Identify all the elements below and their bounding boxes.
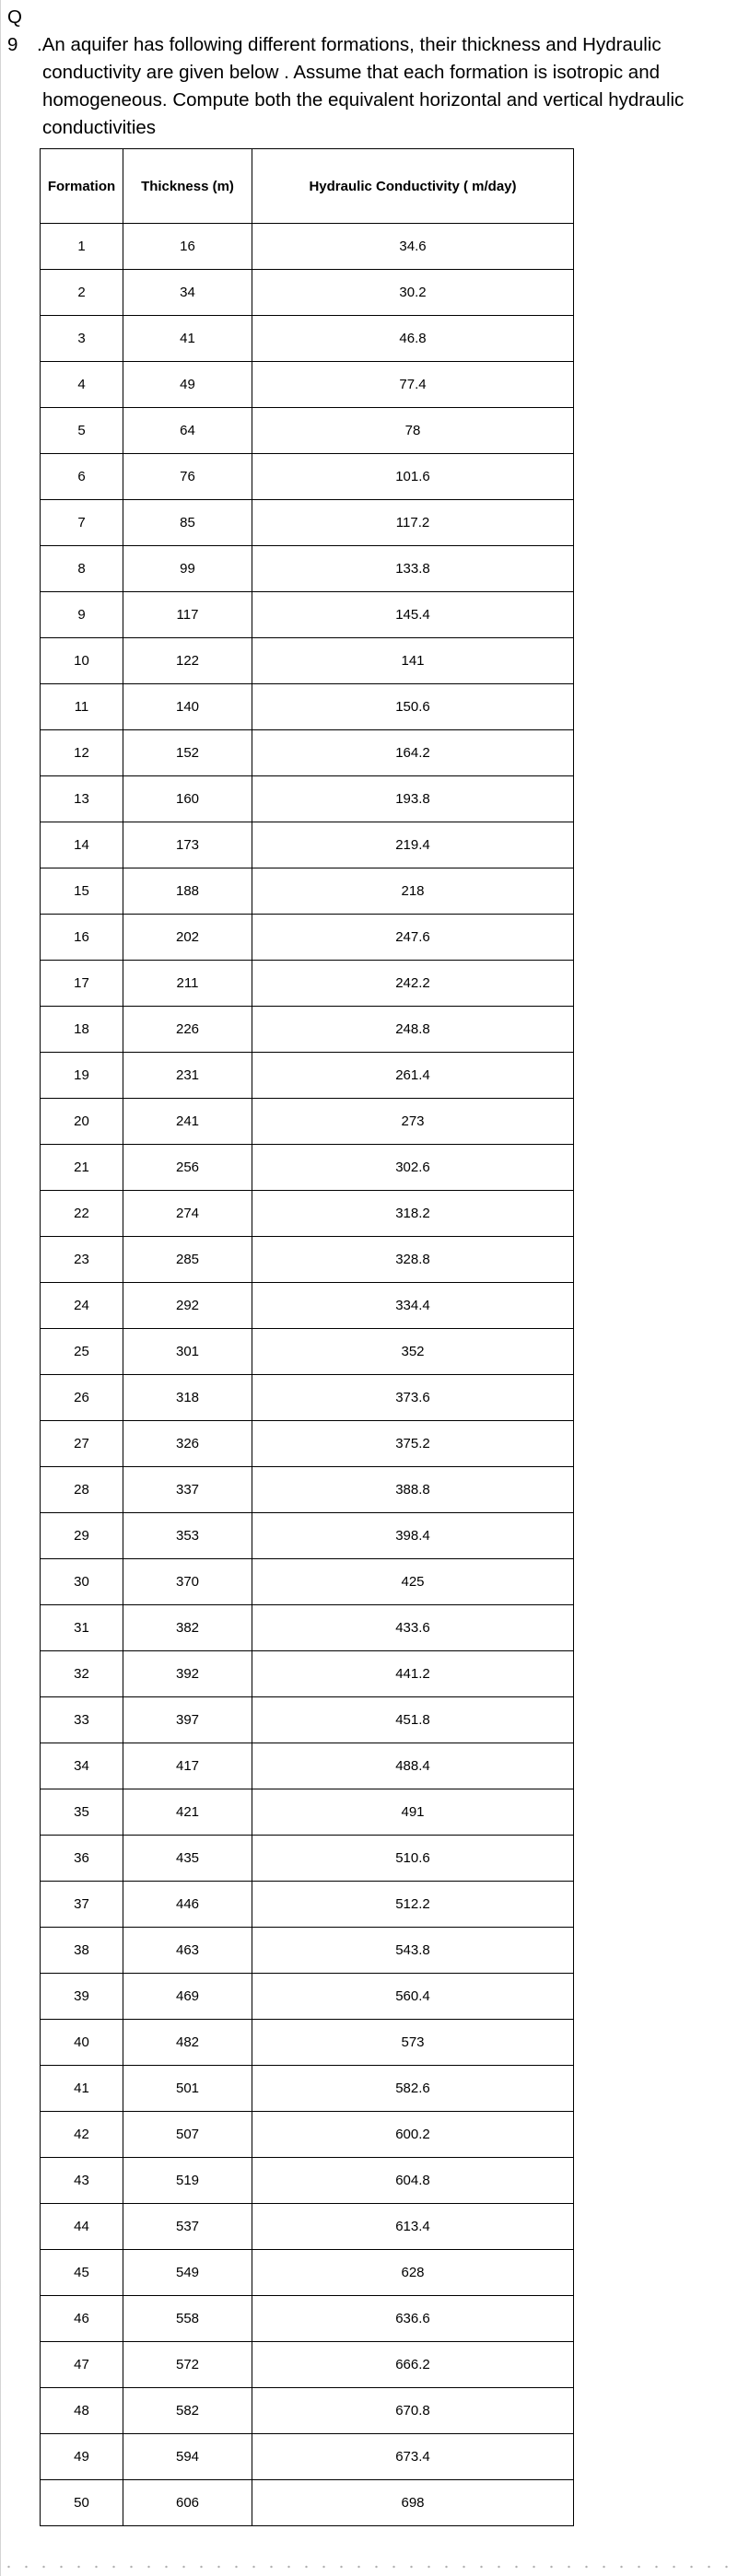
cell-formation: 4 <box>41 362 123 408</box>
cell-conductivity: 560.4 <box>252 1974 574 2020</box>
cell-conductivity: 46.8 <box>252 316 574 362</box>
cell-formation: 12 <box>41 730 123 776</box>
table-row <box>41 454 574 500</box>
table-row <box>41 1375 574 1421</box>
cell-formation: 41 <box>41 2066 123 2112</box>
question-line-3: homogeneous. Compute both the equivalent horizontal and vertical hydraulic <box>42 89 685 111</box>
cell-formation: 25 <box>41 1329 123 1375</box>
cell-formation: 47 <box>41 2342 123 2388</box>
cell-conductivity: 425 <box>252 1559 574 1605</box>
cell-conductivity: 247.6 <box>252 915 574 961</box>
cell-formation: 48 <box>41 2388 123 2434</box>
cell-thickness: 463 <box>123 1928 252 1974</box>
cell-thickness: 64 <box>123 408 252 454</box>
cell-conductivity: 604.8 <box>252 2158 574 2204</box>
cell-thickness: 211 <box>123 961 252 1007</box>
cell-conductivity: 150.6 <box>252 684 574 730</box>
question-line-2: conductivity are given below . Assume that each formation is isotropic and <box>42 62 661 83</box>
cell-conductivity: 628 <box>252 2250 574 2296</box>
question-line-1 <box>7 4 726 59</box>
table-row <box>41 1605 574 1651</box>
table-row <box>41 1928 574 1974</box>
table-row <box>41 500 574 546</box>
cell-conductivity: 613.4 <box>252 2204 574 2250</box>
cell-formation: 50 <box>41 2480 123 2526</box>
table-row <box>41 1329 574 1375</box>
cell-thickness: 582 <box>123 2388 252 2434</box>
table-row <box>41 2342 574 2388</box>
cell-formation: 9 <box>41 592 123 638</box>
cell-conductivity: 352 <box>252 1329 574 1375</box>
cell-formation: 23 <box>41 1237 123 1283</box>
cell-formation: 24 <box>41 1283 123 1329</box>
table-row <box>41 1743 574 1789</box>
cell-conductivity: 133.8 <box>252 546 574 592</box>
cell-conductivity: 164.2 <box>252 730 574 776</box>
table-row <box>41 2112 574 2158</box>
table-row <box>41 1974 574 2020</box>
cell-conductivity: 373.6 <box>252 1375 574 1421</box>
cell-conductivity: 117.2 <box>252 500 574 546</box>
table-row <box>41 684 574 730</box>
cell-formation: 49 <box>41 2434 123 2480</box>
cell-formation: 35 <box>41 1789 123 1836</box>
cell-thickness: 241 <box>123 1099 252 1145</box>
cell-formation: 15 <box>41 868 123 915</box>
question-line-1-text: .An aquifer has following different formations, their thickness and Hydraulic <box>37 34 662 55</box>
cell-thickness: 469 <box>123 1974 252 2020</box>
cell-thickness: 160 <box>123 776 252 822</box>
table-row <box>41 592 574 638</box>
cell-conductivity: 451.8 <box>252 1697 574 1743</box>
cell-thickness: 99 <box>123 546 252 592</box>
cell-conductivity: 398.4 <box>252 1513 574 1559</box>
cell-formation: 31 <box>41 1605 123 1651</box>
cell-thickness: 382 <box>123 1605 252 1651</box>
cell-conductivity: 512.2 <box>252 1882 574 1928</box>
page-bottom-dotted-edge <box>0 2564 738 2570</box>
cell-thickness: 421 <box>123 1789 252 1836</box>
cell-conductivity: 600.2 <box>252 2112 574 2158</box>
cell-thickness: 337 <box>123 1467 252 1513</box>
cell-thickness: 202 <box>123 915 252 961</box>
cell-formation: 39 <box>41 1974 123 2020</box>
cell-conductivity: 318.2 <box>252 1191 574 1237</box>
cell-conductivity: 34.6 <box>252 224 574 270</box>
table-row <box>41 2434 574 2480</box>
cell-conductivity: 582.6 <box>252 2066 574 2112</box>
cell-conductivity: 77.4 <box>252 362 574 408</box>
cell-conductivity: 193.8 <box>252 776 574 822</box>
cell-thickness: 392 <box>123 1651 252 1697</box>
cell-formation: 33 <box>41 1697 123 1743</box>
cell-formation: 6 <box>41 454 123 500</box>
cell-thickness: 34 <box>123 270 252 316</box>
cell-thickness: 256 <box>123 1145 252 1191</box>
table-row <box>41 2020 574 2066</box>
cell-thickness: 370 <box>123 1559 252 1605</box>
cell-conductivity: 388.8 <box>252 1467 574 1513</box>
table-row <box>41 2296 574 2342</box>
table-row <box>41 1007 574 1053</box>
formation-table <box>40 148 574 2526</box>
cell-formation: 43 <box>41 2158 123 2204</box>
cell-formation: 44 <box>41 2204 123 2250</box>
cell-thickness: 507 <box>123 2112 252 2158</box>
cell-formation: 34 <box>41 1743 123 1789</box>
cell-thickness: 397 <box>123 1697 252 1743</box>
table-row <box>41 1651 574 1697</box>
cell-thickness: 446 <box>123 1882 252 1928</box>
cell-thickness: 16 <box>123 224 252 270</box>
cell-thickness: 501 <box>123 2066 252 2112</box>
header-formation: Formation <box>41 149 123 224</box>
cell-formation: 18 <box>41 1007 123 1053</box>
cell-formation: 28 <box>41 1467 123 1513</box>
table-row <box>41 1421 574 1467</box>
cell-thickness: 188 <box>123 868 252 915</box>
cell-formation: 21 <box>41 1145 123 1191</box>
cell-thickness: 417 <box>123 1743 252 1789</box>
header-thickness: Thickness (m) <box>123 149 252 224</box>
cell-formation: 29 <box>41 1513 123 1559</box>
cell-formation: 46 <box>41 2296 123 2342</box>
cell-formation: 26 <box>41 1375 123 1421</box>
cell-conductivity: 491 <box>252 1789 574 1836</box>
cell-conductivity: 141 <box>252 638 574 684</box>
cell-thickness: 85 <box>123 500 252 546</box>
cell-formation: 42 <box>41 2112 123 2158</box>
cell-conductivity: 543.8 <box>252 1928 574 1974</box>
question-number: Q 9 <box>7 6 22 55</box>
cell-formation: 10 <box>41 638 123 684</box>
cell-thickness: 152 <box>123 730 252 776</box>
cell-thickness: 41 <box>123 316 252 362</box>
table-row <box>41 1513 574 1559</box>
cell-formation: 19 <box>41 1053 123 1099</box>
cell-formation: 36 <box>41 1836 123 1882</box>
cell-thickness: 537 <box>123 2204 252 2250</box>
table-row <box>41 1882 574 1928</box>
cell-thickness: 549 <box>123 2250 252 2296</box>
header-hydraulic-conductivity: Hydraulic Conductivity ( m/day) <box>252 149 574 224</box>
table-row <box>41 2480 574 2526</box>
cell-conductivity: 78 <box>252 408 574 454</box>
table-row <box>41 730 574 776</box>
cell-conductivity: 375.2 <box>252 1421 574 1467</box>
cell-conductivity: 673.4 <box>252 2434 574 2480</box>
table-row <box>41 408 574 454</box>
cell-conductivity: 334.4 <box>252 1283 574 1329</box>
cell-thickness: 482 <box>123 2020 252 2066</box>
cell-conductivity: 273 <box>252 1099 574 1145</box>
cell-formation: 8 <box>41 546 123 592</box>
cell-thickness: 572 <box>123 2342 252 2388</box>
cell-formation: 37 <box>41 1882 123 1928</box>
cell-thickness: 117 <box>123 592 252 638</box>
cell-formation: 3 <box>41 316 123 362</box>
cell-formation: 38 <box>41 1928 123 1974</box>
table-row <box>41 2066 574 2112</box>
cell-formation: 17 <box>41 961 123 1007</box>
cell-formation: 13 <box>41 776 123 822</box>
cell-thickness: 274 <box>123 1191 252 1237</box>
cell-formation: 20 <box>41 1099 123 1145</box>
cell-thickness: 435 <box>123 1836 252 1882</box>
cell-conductivity: 670.8 <box>252 2388 574 2434</box>
cell-thickness: 285 <box>123 1237 252 1283</box>
table-row <box>41 638 574 684</box>
table-row <box>41 915 574 961</box>
table-row <box>41 776 574 822</box>
cell-formation: 7 <box>41 500 123 546</box>
cell-conductivity: 488.4 <box>252 1743 574 1789</box>
cell-formation: 11 <box>41 684 123 730</box>
table-row <box>41 1697 574 1743</box>
cell-conductivity: 218 <box>252 868 574 915</box>
cell-formation: 30 <box>41 1559 123 1605</box>
cell-thickness: 353 <box>123 1513 252 1559</box>
table-row <box>41 1467 574 1513</box>
table-body <box>41 224 574 2526</box>
cell-conductivity: 101.6 <box>252 454 574 500</box>
cell-conductivity: 510.6 <box>252 1836 574 1882</box>
cell-conductivity: 441.2 <box>252 1651 574 1697</box>
cell-conductivity: 666.2 <box>252 2342 574 2388</box>
table-row <box>41 1789 574 1836</box>
cell-conductivity: 302.6 <box>252 1145 574 1191</box>
cell-conductivity: 636.6 <box>252 2296 574 2342</box>
table-row <box>41 1237 574 1283</box>
cell-thickness: 49 <box>123 362 252 408</box>
cell-thickness: 173 <box>123 822 252 868</box>
cell-thickness: 76 <box>123 454 252 500</box>
cell-thickness: 558 <box>123 2296 252 2342</box>
cell-formation: 40 <box>41 2020 123 2066</box>
cell-conductivity: 433.6 <box>252 1605 574 1651</box>
table-row <box>41 224 574 270</box>
table-row <box>41 961 574 1007</box>
cell-thickness: 326 <box>123 1421 252 1467</box>
table-row <box>41 546 574 592</box>
table-row <box>41 2250 574 2296</box>
cell-formation: 5 <box>41 408 123 454</box>
cell-conductivity: 698 <box>252 2480 574 2526</box>
cell-thickness: 594 <box>123 2434 252 2480</box>
table-row <box>41 270 574 316</box>
table-header-row <box>41 149 574 224</box>
cell-thickness: 606 <box>123 2480 252 2526</box>
table-row <box>41 362 574 408</box>
table-row <box>41 1191 574 1237</box>
table-row <box>41 1836 574 1882</box>
cell-thickness: 226 <box>123 1007 252 1053</box>
table-row <box>41 1283 574 1329</box>
table-row <box>41 316 574 362</box>
cell-formation: 1 <box>41 224 123 270</box>
cell-conductivity: 261.4 <box>252 1053 574 1099</box>
table-row <box>41 2158 574 2204</box>
cell-conductivity: 30.2 <box>252 270 574 316</box>
cell-formation: 14 <box>41 822 123 868</box>
table-row <box>41 1099 574 1145</box>
table-row <box>41 2204 574 2250</box>
question-text <box>7 4 726 142</box>
question-line-4: conductivities <box>42 117 157 138</box>
table-row <box>41 1559 574 1605</box>
cell-thickness: 519 <box>123 2158 252 2204</box>
cell-formation: 32 <box>41 1651 123 1697</box>
cell-thickness: 318 <box>123 1375 252 1421</box>
cell-conductivity: 145.4 <box>252 592 574 638</box>
table-row <box>41 868 574 915</box>
cell-formation: 2 <box>41 270 123 316</box>
table-row <box>41 822 574 868</box>
cell-conductivity: 219.4 <box>252 822 574 868</box>
cell-conductivity: 248.8 <box>252 1007 574 1053</box>
cell-thickness: 140 <box>123 684 252 730</box>
cell-conductivity: 573 <box>252 2020 574 2066</box>
cell-thickness: 122 <box>123 638 252 684</box>
cell-formation: 16 <box>41 915 123 961</box>
cell-formation: 27 <box>41 1421 123 1467</box>
cell-thickness: 231 <box>123 1053 252 1099</box>
table-row <box>41 2388 574 2434</box>
cell-thickness: 301 <box>123 1329 252 1375</box>
page-left-border <box>0 0 1 2576</box>
table-row <box>41 1145 574 1191</box>
cell-conductivity: 328.8 <box>252 1237 574 1283</box>
cell-formation: 22 <box>41 1191 123 1237</box>
cell-thickness: 292 <box>123 1283 252 1329</box>
cell-formation: 45 <box>41 2250 123 2296</box>
cell-conductivity: 242.2 <box>252 961 574 1007</box>
table-row <box>41 1053 574 1099</box>
